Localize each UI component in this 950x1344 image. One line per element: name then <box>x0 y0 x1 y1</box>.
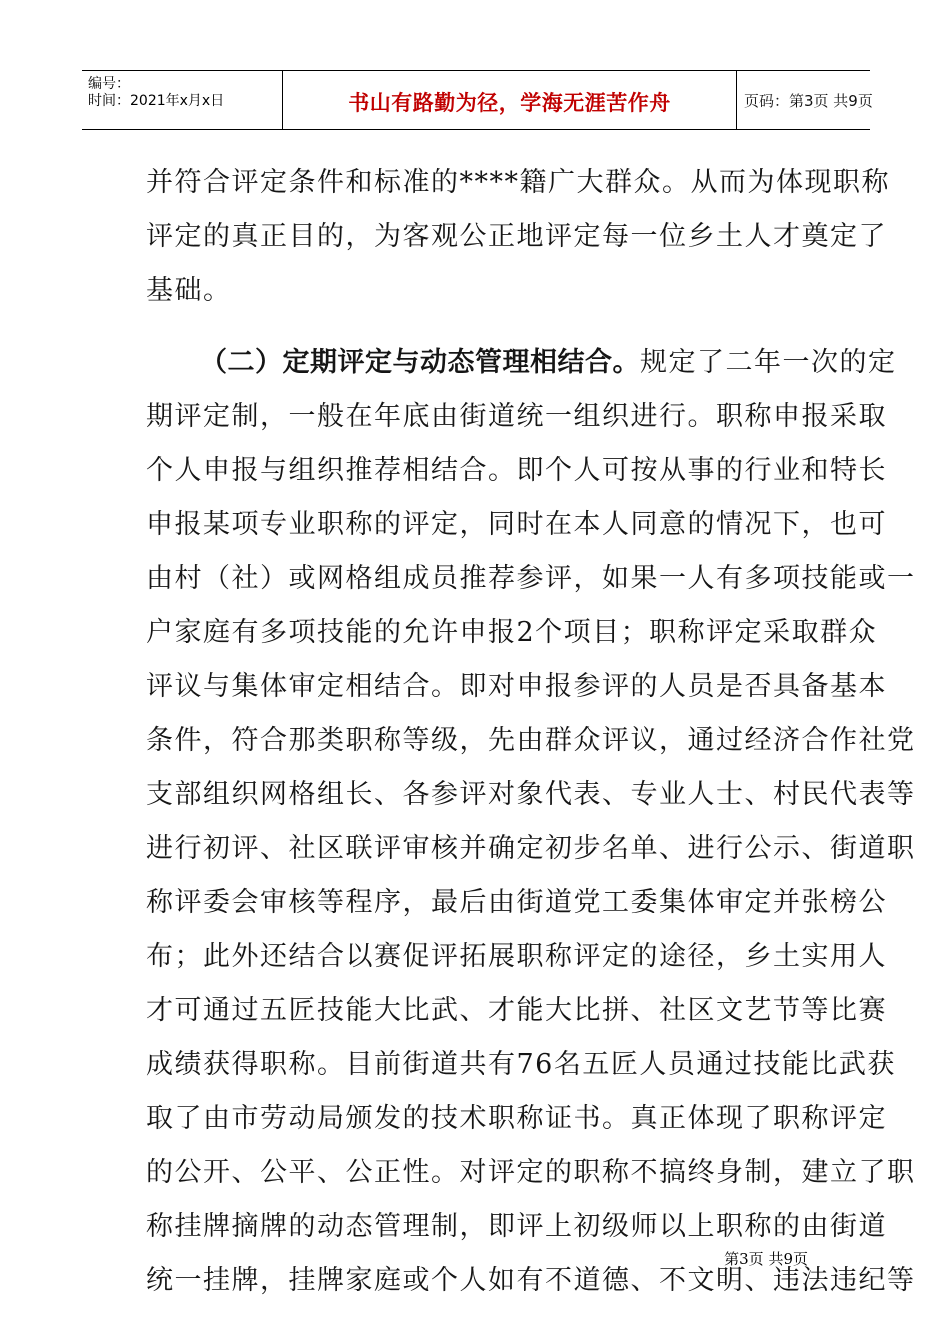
text-line: 布；此外还结合以赛促评拓展职称评定的途径，乡土实用人 <box>146 941 887 972</box>
section-heading: （二）定期评定与动态管理相结合。 <box>200 347 640 378</box>
text-line: 统一挂牌，挂牌家庭或个人如有不道德、不文明、违法违纪等 <box>146 1265 916 1296</box>
header-motto: 书山有路勤为径，学海无涯苦作舟 <box>348 91 671 115</box>
header-meta <box>82 71 282 129</box>
text-line: 户家庭有多项技能的允许申报2个项目；职称评定采取群众 <box>146 617 878 648</box>
text-line: 评定的真正目的，为客观公正地评定每一位乡土人才奠定了 <box>146 221 887 252</box>
text-line: 成绩获得职称。目前街道共有76名五匠人员通过技能比武获 <box>146 1049 896 1080</box>
header-page-cell <box>736 71 873 129</box>
text-line: 才可通过五匠技能大比武、才能大比拼、社区文艺节等比赛 <box>146 995 887 1026</box>
section-heading-line <box>146 336 897 390</box>
text-line: 的公开、公平、公正性。对评定的职称不搞终身制，建立了职 <box>146 1157 916 1188</box>
text-line-rest: 规定了二年一次的定 <box>640 347 897 378</box>
text-line: 支部组织网格组长、各参评对象代表、专业人士、村民代表等 <box>146 779 916 810</box>
text-line: 取了由市劳动局颁发的技术职称证书。真正体现了职称评定 <box>146 1103 887 1134</box>
text-line: 期评定制，一般在年底由街道统一组织进行。职称申报采取 <box>146 401 887 432</box>
text-line: 称评委会审核等程序，最后由街道党工委集体审定并张榜公 <box>146 887 887 918</box>
text-line: 基础。 <box>146 275 232 306</box>
page-header <box>82 70 873 130</box>
document-body <box>146 156 916 1308</box>
text-line: 并符合评定条件和标准的****籍广大群众。从而为体现职称 <box>146 167 890 198</box>
date-line: 时间：2021年x月x日 <box>88 93 225 109</box>
text-line: 条件，符合那类职称等级，先由群众评议，通过经济合作社党 <box>146 725 916 756</box>
header-motto-cell <box>282 71 737 129</box>
text-line: 称挂牌摘牌的动态管理制，即评上初级师以上职称的由街道 <box>146 1211 887 1242</box>
text-line: 申报某项专业职称的评定，同时在本人同意的情况下，也可 <box>146 509 887 540</box>
page-footer-number: 第3页 共9页 <box>724 1250 808 1268</box>
text-line: 评议与集体审定相结合。即对申报参评的人员是否具备基本 <box>146 671 887 702</box>
header-page-info: 页码：第3页 共9页 <box>744 92 873 110</box>
text-line: 进行初评、社区联评审核并确定初步名单、进行公示、街道职 <box>146 833 916 864</box>
text-line: 由村（社）或网格组成员推荐参评，如果一人有多项技能或一 <box>146 563 916 594</box>
serial-label: 编号： <box>88 76 130 92</box>
text-line: 个人申报与组织推荐相结合。即个人可按从事的行业和特长 <box>146 455 887 486</box>
